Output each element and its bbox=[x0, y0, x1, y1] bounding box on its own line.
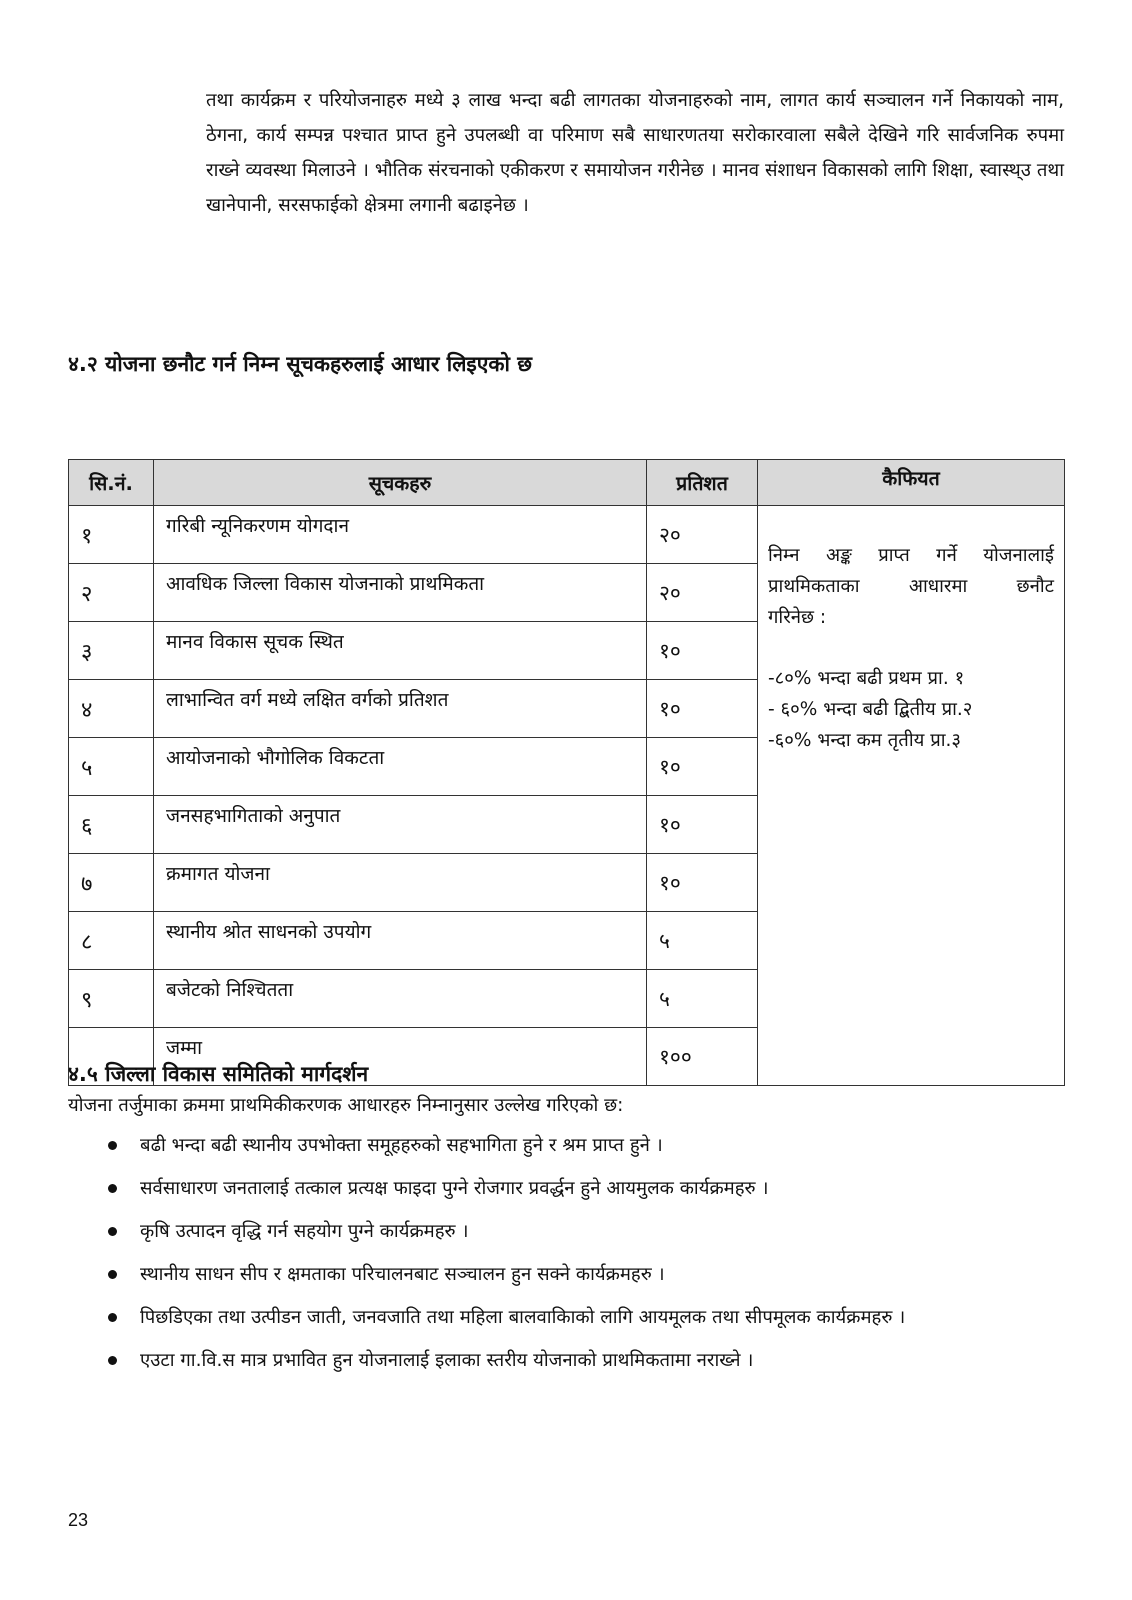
intro-paragraph: तथा कार्यक्रम र परियोजनाहरु मध्ये ३ लाख भन्दा बढी लागतका योजनाहरुको नाम, लागत कार्य सञ्चालन गर्ने निकायको नाम, ठेगना, कार्य सम्पन्न पश्चात प्राप्त हुने उपलब्धी वा परिमाण सबै साधारणतया सरोकारवाला सबैले देखिने गरि सार्वजनिक रुपमा राख्ने व्यवस्था मिलाउने । भौतिक संरचनाको एकीकरण र समायोजन गरीनेछ । मानव संशाधन विकासको लागि शिक्षा, स्वास्थ्उ तथा खानेपानी, सरसफाईको क्षेत्रमा लगानी बढाइनेछ । bbox=[206, 89, 1064, 216]
bullet-icon bbox=[108, 1270, 117, 1279]
header-sn: सि.नं. bbox=[69, 460, 154, 506]
list-item bbox=[108, 1259, 1064, 1290]
list-item-text: कृषि उत्पादन वृद्धि गर्न सहयोग पुग्ने कार्यक्रमहरु । bbox=[140, 1221, 469, 1242]
guideline-list bbox=[108, 1130, 1064, 1388]
row-indicator: स्थानीय श्रोत साधनको उपयोग bbox=[154, 912, 647, 970]
row-percent: ५ bbox=[647, 970, 758, 1028]
remark-priority-item: - ६०% भन्दा बढी द्बितीय प्रा.२ bbox=[768, 699, 973, 720]
row-indicator: क्रमागत योजना bbox=[154, 854, 647, 912]
table-header-row bbox=[69, 460, 1065, 506]
bullet-icon bbox=[108, 1227, 117, 1236]
bullet-icon bbox=[108, 1356, 117, 1365]
row-indicator: मानव विकास सूचक स्थित bbox=[154, 622, 647, 680]
row-sn: ४ bbox=[69, 680, 154, 738]
list-item bbox=[108, 1173, 1064, 1204]
header-percent: प्रतिशत bbox=[647, 460, 758, 506]
list-item bbox=[108, 1216, 1064, 1247]
remark-priority-item: -६०% भन्दा कम तृतीय प्रा.३ bbox=[768, 730, 962, 751]
list-item-text: बढी भन्दा बढी स्थानीय उपभोक्ता समूहहरुको सहभागिता हुने र श्रम प्राप्त हुने । bbox=[140, 1135, 663, 1156]
list-item bbox=[108, 1302, 1064, 1333]
row-percent: १० bbox=[647, 680, 758, 738]
total-label: जम्मा bbox=[154, 1028, 647, 1086]
row-percent: ५ bbox=[647, 912, 758, 970]
row-sn: ९ bbox=[69, 970, 154, 1028]
row-indicator: आयोजनाको भौगोलिक विकटता bbox=[154, 738, 647, 796]
table-row bbox=[69, 506, 1065, 564]
indicator-table bbox=[68, 459, 1065, 1086]
row-sn: ३ bbox=[69, 622, 154, 680]
total-percent: १०० bbox=[647, 1028, 758, 1086]
row-sn: १ bbox=[69, 506, 154, 564]
list-item-text: पिछडिएका तथा उत्पीडन जाती, जनवजाति तथा महिला बालवाकिाको लागि आयमूलक तथा सीपमूलक कार्यक्रमहरु । bbox=[140, 1307, 906, 1328]
list-item bbox=[108, 1130, 1064, 1161]
remark-intro-line1: निम्न अङ्क प्राप्त गर्ने योजनालाई प्राथमिकताका आधारमा छनौट bbox=[768, 545, 1054, 597]
list-item bbox=[108, 1345, 1064, 1376]
row-percent: २० bbox=[647, 506, 758, 564]
row-sn: ५ bbox=[69, 738, 154, 796]
row-indicator: बजेटको निश्चितता bbox=[154, 970, 647, 1028]
page-number: 23 bbox=[68, 1510, 89, 1530]
header-remarks: कैफियत bbox=[758, 460, 1065, 506]
row-percent: २० bbox=[647, 564, 758, 622]
row-indicator: जनसहभागिताको अनुपात bbox=[154, 796, 647, 854]
section-4-5-lead: योजना तर्जुमाका क्रममा प्राथमिकीकरणक आधारहरु निम्नानुसार उल्लेख गरिएको छ: bbox=[68, 1095, 624, 1116]
row-percent: १० bbox=[647, 738, 758, 796]
list-item-text: स्थानीय साधन सीप र क्षमताका परिचालनबाट सञ्चालन हुन सक्ने कार्यक्रमहरु । bbox=[140, 1264, 665, 1285]
row-percent: १० bbox=[647, 854, 758, 912]
section-4-2-heading: ४.२ योजना छनौट गर्न निम्न सूचकहरुलाई आधार लिइएको छ bbox=[68, 352, 532, 376]
remark-intro bbox=[768, 540, 1054, 633]
list-item-text: एउटा गा.वि.स मात्र प्रभावित हुन योजनालाई इलाका स्तरीय योजनाको प्राथमिकतामा नराख्ने । bbox=[140, 1350, 754, 1371]
remarks-cell bbox=[758, 506, 1065, 1086]
header-indicators: सूचकहरु bbox=[154, 460, 647, 506]
row-percent: १० bbox=[647, 622, 758, 680]
remark-priority-item: -८०% भन्दा बढी प्रथम प्रा. १ bbox=[768, 668, 965, 689]
row-sn: ८ bbox=[69, 912, 154, 970]
bullet-icon bbox=[108, 1313, 117, 1322]
row-indicator: आवधिक जिल्ला विकास योजनाको प्राथमिकता bbox=[154, 564, 647, 622]
row-indicator: गरिबी न्यूनिकरणम योगदान bbox=[154, 506, 647, 564]
row-sn: ६ bbox=[69, 796, 154, 854]
row-sn: ७ bbox=[69, 854, 154, 912]
remark-intro-line2: गरिनेछ : bbox=[768, 607, 827, 628]
row-indicator: लाभान्वित वर्ग मध्ये लक्षित वर्गको प्रतिशत bbox=[154, 680, 647, 738]
bullet-icon bbox=[108, 1141, 117, 1150]
remark-priority-list bbox=[768, 663, 1054, 756]
bullet-icon bbox=[108, 1184, 117, 1193]
list-item-text: सर्वसाधारण जनतालाई तत्काल प्रत्यक्ष फाइदा पुग्ने रोजगार प्रवर्द्धन हुने आयमुलक कार्यक्रमहरु । bbox=[140, 1178, 769, 1199]
row-percent: १० bbox=[647, 796, 758, 854]
row-sn: २ bbox=[69, 564, 154, 622]
section-4-5-heading: ४.५ जिल्ला विकास समितिको मार्गदर्शन bbox=[68, 1062, 369, 1086]
